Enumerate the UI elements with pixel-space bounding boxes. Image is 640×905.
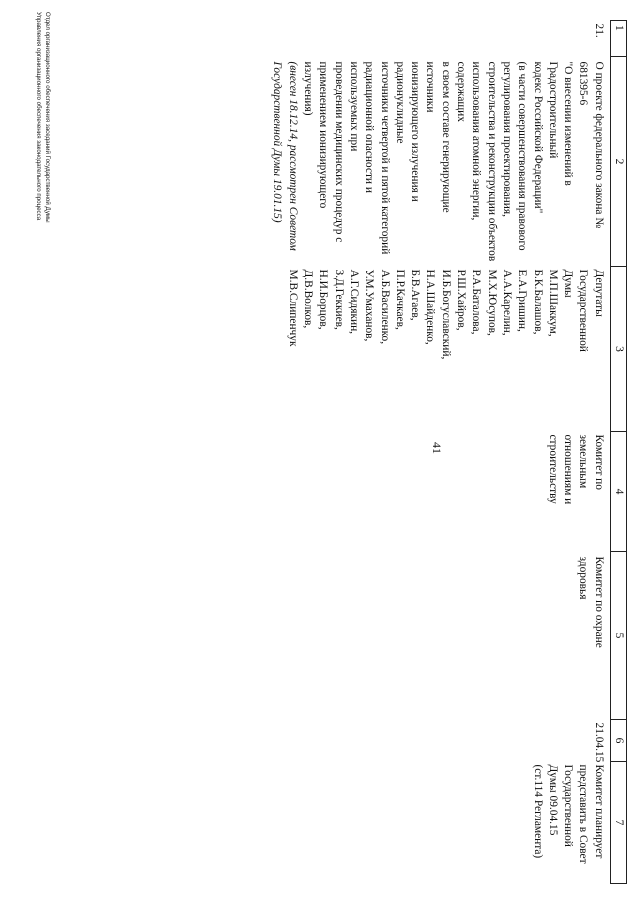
note-line: Комитет планирует: [592, 764, 605, 859]
committee-line: здоровья: [577, 556, 590, 600]
authors-cell: [269, 267, 610, 432]
column-header-6: 6: [610, 720, 626, 762]
author-line: М.П.Шаккум,: [546, 269, 559, 337]
column-header-4: 4: [610, 432, 626, 552]
author-line: Н.И.Борцов,: [317, 269, 330, 330]
bill-title-line: источники четвертой и пятой категорий: [378, 61, 391, 255]
author-line: Е.А.Гришин,: [516, 269, 529, 332]
note-line: (ст.114 Регламента): [531, 764, 544, 859]
column-number-row: [610, 21, 626, 884]
bill-title-line: ионизирующего излучения и радионуклидные: [393, 61, 422, 202]
column-header-5: 5: [610, 552, 626, 720]
author-line: П.Р.Качкаев,: [393, 269, 406, 330]
table-row: [269, 21, 610, 884]
author-line: Депутаты: [592, 269, 605, 317]
author-line: Р.Ш.Хайров,: [455, 269, 468, 331]
author-line: М.Х.Юсупов,: [485, 269, 498, 336]
notes-cell: [269, 762, 610, 884]
author-line: Н.А.Шайденко,: [424, 269, 437, 345]
author-line: Государственной: [577, 269, 590, 352]
bill-title-line: строительства и реконструкции объектов: [485, 61, 498, 262]
date-cell: 21.04.15: [592, 722, 605, 763]
note-line: представить в Совет: [577, 764, 590, 864]
column-header-7: 7: [610, 762, 626, 884]
column-header-1: 1: [610, 21, 626, 57]
bill-title-line: проведении медицинских процедур с: [332, 61, 345, 243]
author-line: И.Б.Богуславский,: [439, 269, 452, 360]
bill-title-line: (в части совершенствования правового: [516, 61, 529, 251]
bill-title-line: регулирования проектирования,: [500, 61, 513, 217]
column-header-3: 3: [610, 267, 626, 432]
footer-line: Управления организационного обеспечения законодательного процесса: [35, 12, 42, 221]
bill-title-line: применением ионизирующего излучения): [302, 61, 330, 209]
author-line: А.А.Карелин,: [500, 269, 513, 336]
row-number: 21.: [592, 23, 605, 38]
committee-line: отношениям и: [562, 434, 575, 505]
author-line: У.М.Умаханов,: [363, 269, 376, 342]
bill-title-line: "О внесении изменений в Градостроительный: [546, 61, 575, 186]
bill-title-line: использования атомной энергии, содержащих: [455, 61, 483, 221]
page-number: 41: [430, 442, 444, 454]
author-line: Б.К.Балашов,: [531, 269, 544, 335]
profile-committee-cell: [269, 432, 610, 552]
note-line: Государственной: [562, 764, 575, 847]
committee-line: Комитет по охране: [592, 556, 605, 648]
bill-title-line: О проекте федерального закона № 681395-6: [577, 61, 605, 229]
author-line: А.Б.Василенко,: [378, 269, 391, 345]
bill-title-line: радиационной опасности и используемых при: [347, 61, 376, 193]
bill-title-line: в своем составе генерирующие источники: [424, 61, 452, 213]
author-line: З.Д.Геккиев,: [332, 269, 345, 330]
column-header-2: 2: [610, 57, 626, 267]
bills-table: [269, 20, 627, 884]
author-line: Думы: [562, 269, 575, 298]
bill-description-cell: [269, 57, 610, 267]
committee-line: земельным: [577, 434, 590, 489]
co-executor-committee-cell: [269, 552, 610, 720]
committee-line: строительству: [546, 434, 559, 504]
author-line: Р.А.Баталова,: [470, 269, 483, 335]
author-line: А.Г.Сидякин,: [347, 269, 360, 335]
footer-line: Отдел организационного обеспечения заседаний Государственной Думы: [44, 12, 51, 223]
note-line: Думы 09.04.15: [546, 764, 559, 836]
committee-line: Комитет по: [592, 434, 605, 490]
bill-history-line: Государственной Думы 19.01.15): [271, 61, 284, 223]
author-line: Д.В.Волков,: [302, 269, 315, 329]
footer: [34, 12, 52, 223]
author-line: Б.В.Агаев,: [409, 269, 422, 321]
bill-history-line: (внесен 18.12.14, рассмотрен Советом: [286, 61, 299, 251]
bill-title-line: кодекс Российской Федерации": [531, 61, 544, 214]
author-line: М.В.Слипенчук: [286, 269, 299, 347]
